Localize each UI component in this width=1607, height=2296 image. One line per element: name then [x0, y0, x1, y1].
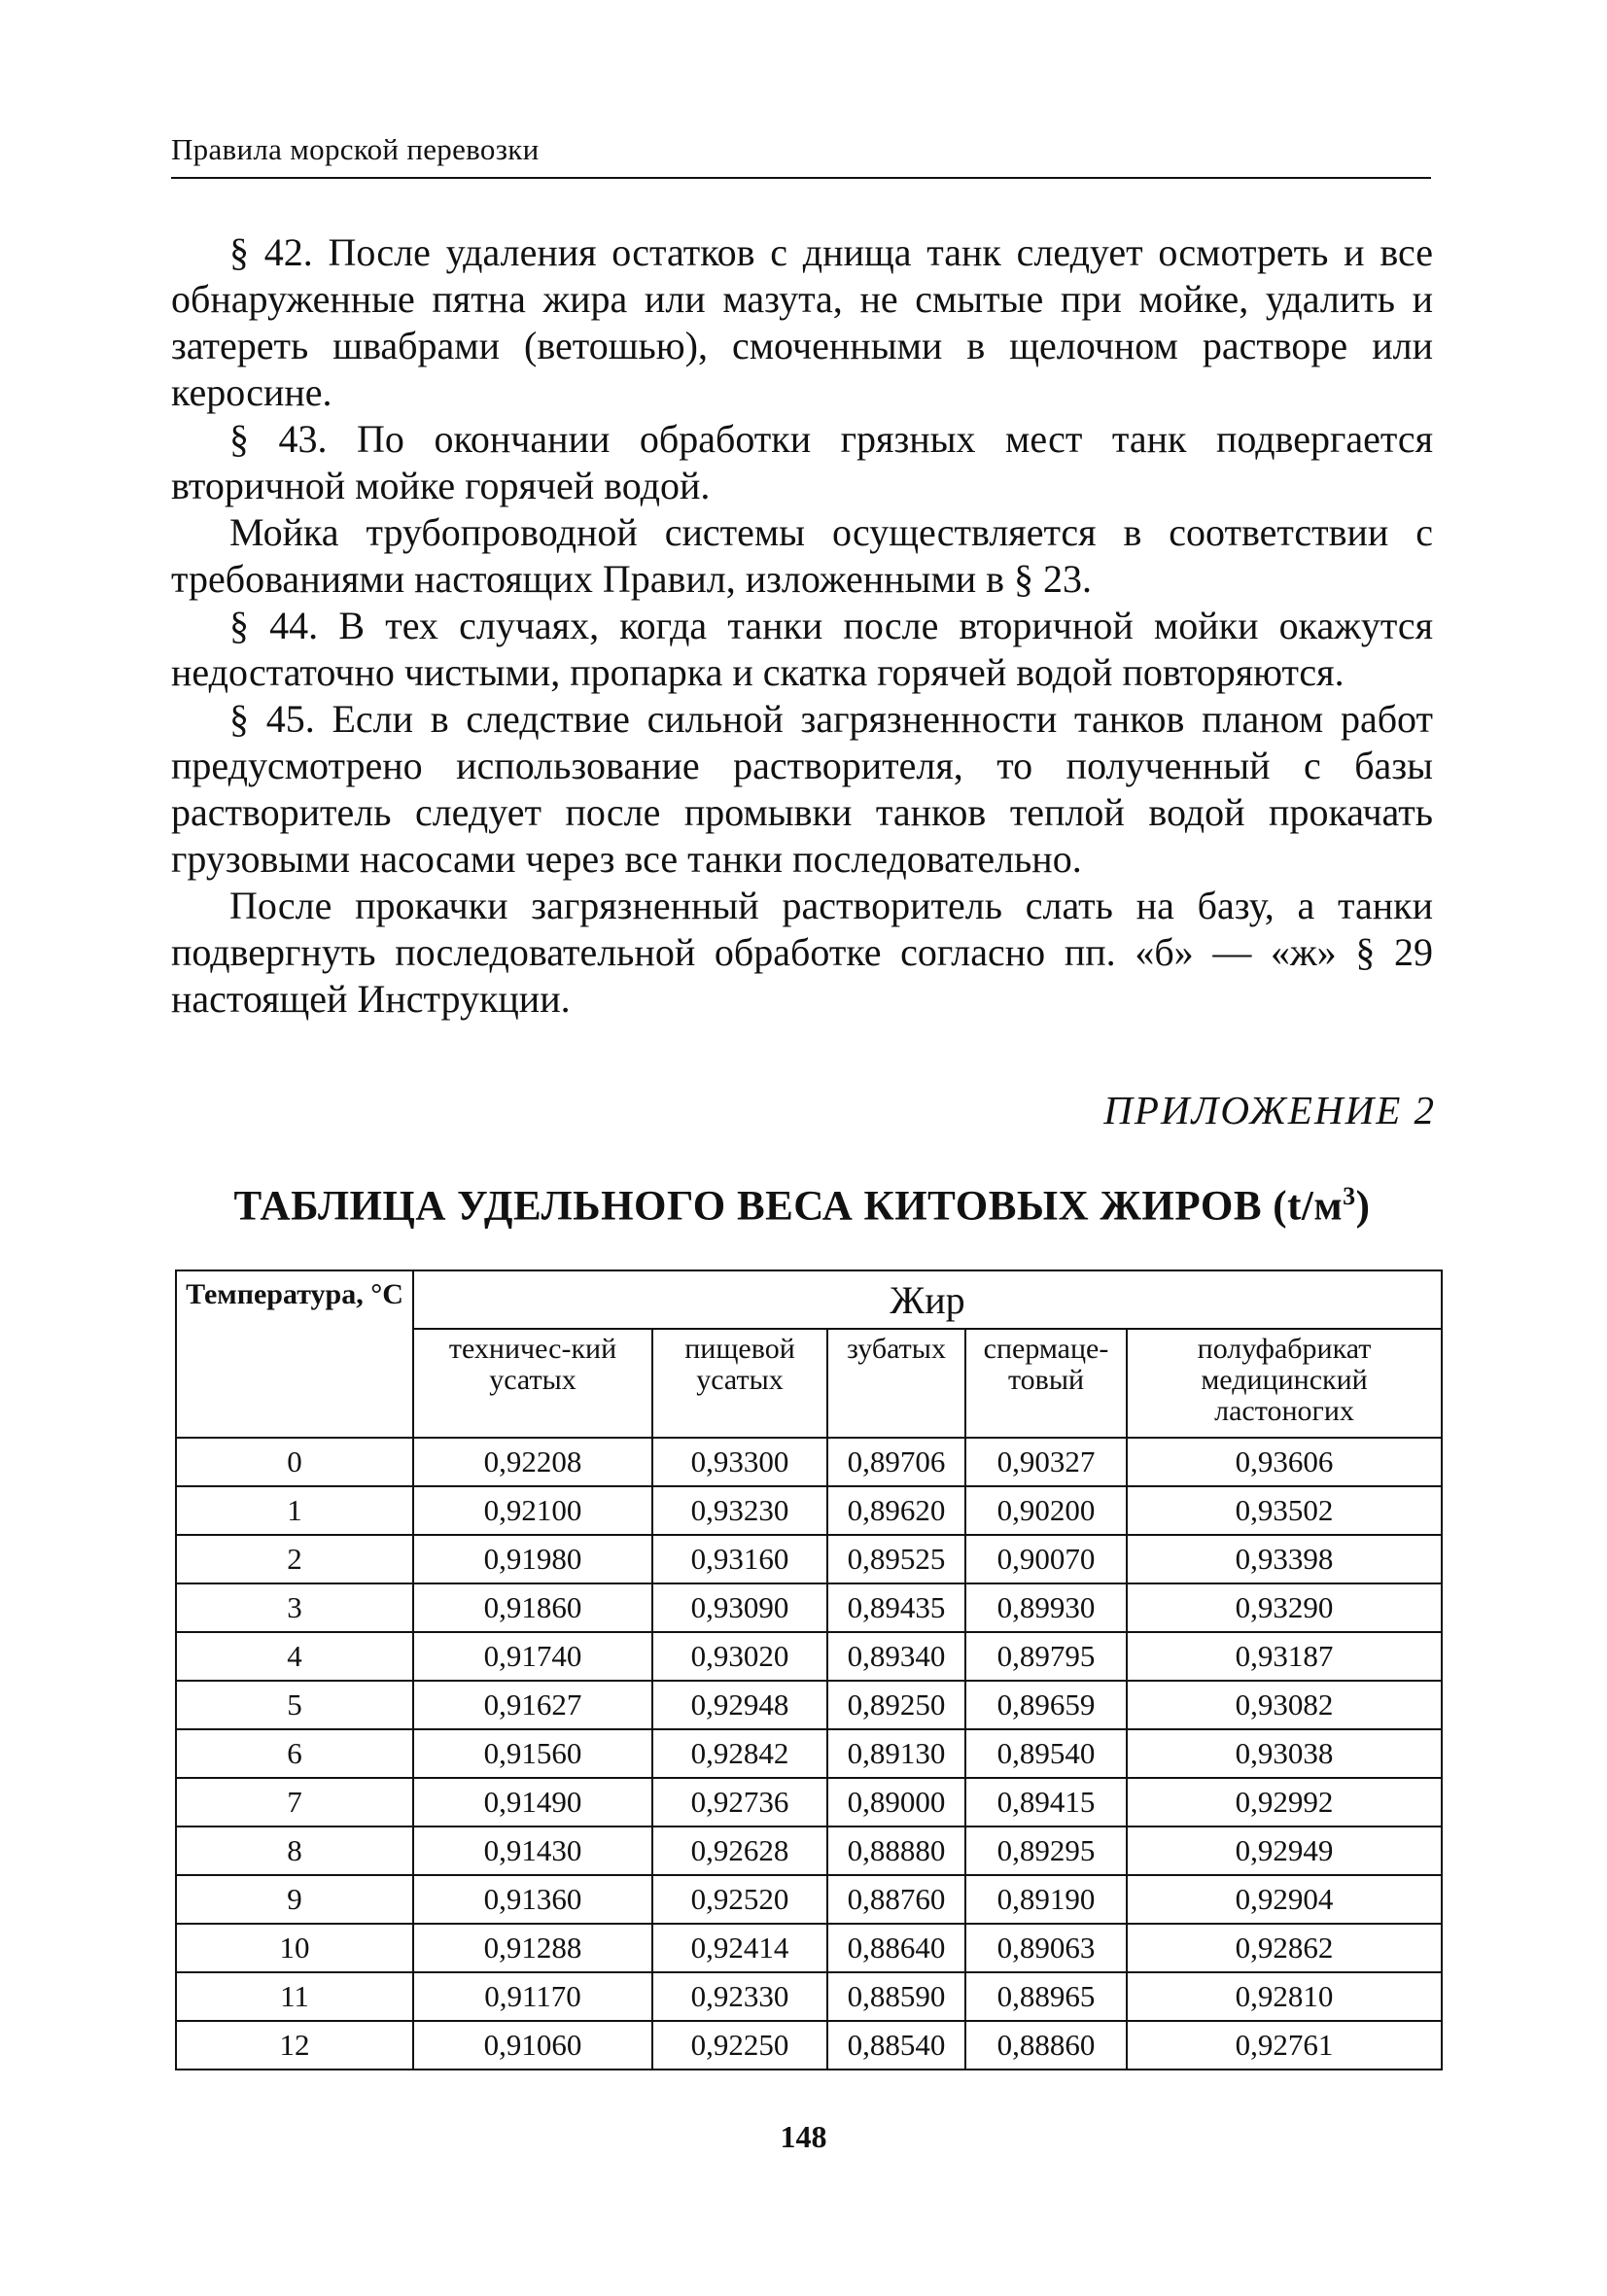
- density-cell: 0,92949: [1127, 1826, 1442, 1875]
- density-cell: 0,91060: [413, 2021, 652, 2070]
- density-cell: 0,92862: [1127, 1924, 1442, 1972]
- density-cell: 0,92992: [1127, 1778, 1442, 1826]
- table-header-row: [176, 1270, 1442, 1329]
- table-row: [176, 1438, 1442, 1486]
- density-cell: 0,92330: [652, 1972, 827, 2021]
- density-cell: 0,93082: [1127, 1681, 1442, 1729]
- density-cell: 0,89540: [965, 1729, 1127, 1778]
- table-row: [176, 1972, 1442, 2021]
- density-cell: 0,89706: [827, 1438, 965, 1486]
- density-cell: 0,93160: [652, 1535, 827, 1583]
- paragraph-42: § 42. После удаления остатков с днища танк следует осмотреть и все обнаруженные пятна жира или мазута, не смытые при мойке, удалить и затереть швабрами (ветошью), смоченными в щелочном растворе или керосине.: [171, 230, 1433, 414]
- density-cell: 0,93300: [652, 1438, 827, 1486]
- density-cell: 0,91170: [413, 1972, 652, 2021]
- density-cell: 0,93020: [652, 1632, 827, 1681]
- table-title: [171, 1182, 1433, 1230]
- density-cell: 0,91740: [413, 1632, 652, 1681]
- paragraph-45: § 45. Если в следствие сильной загрязненности танков планом работ предусмотрено использование растворителя, то полученный с базы растворитель следует после промывки танков теплой водой прокачать грузовыми насосами через все танки последовательно.: [171, 697, 1433, 881]
- density-cell: 0,91980: [413, 1535, 652, 1583]
- temperature-cell: 12: [176, 2021, 413, 2070]
- density-cell: 0,93398: [1127, 1535, 1442, 1583]
- density-cell: 0,92761: [1127, 2021, 1442, 2070]
- density-cell: 0,92250: [652, 2021, 827, 2070]
- density-cell: 0,92736: [652, 1778, 827, 1826]
- density-cell: 0,90327: [965, 1438, 1127, 1486]
- density-cell: 0,90200: [965, 1486, 1127, 1535]
- body-text: [171, 229, 1433, 1023]
- density-cell: 0,92520: [652, 1875, 827, 1924]
- density-cell: 0,89190: [965, 1875, 1127, 1924]
- whale-oil-density-table: [175, 1270, 1443, 2070]
- table-row: [176, 1681, 1442, 1729]
- table-row: [176, 1535, 1442, 1583]
- temperature-cell: 11: [176, 1972, 413, 2021]
- density-cell: 0,93606: [1127, 1438, 1442, 1486]
- density-cell: 0,92414: [652, 1924, 827, 1972]
- density-cell: 0,89063: [965, 1924, 1127, 1972]
- paragraph-44: § 44. В тех случаях, когда танки после вторичной мойки окажутся недостаточно чистыми, пропарка и скатка горячей водой повторяются.: [171, 604, 1433, 694]
- table-row: [176, 1778, 1442, 1826]
- column-header-technical-baleen: техничес-кий усатых: [413, 1329, 652, 1438]
- density-cell: 0,91430: [413, 1826, 652, 1875]
- density-cell: 0,93290: [1127, 1583, 1442, 1632]
- temperature-header: Температура, °С: [176, 1270, 413, 1438]
- table-row: [176, 1486, 1442, 1535]
- temperature-cell: 0: [176, 1438, 413, 1486]
- running-head: Правила морской перевозки: [171, 132, 540, 166]
- density-cell: 0,92810: [1127, 1972, 1442, 2021]
- density-cell: 0,91360: [413, 1875, 652, 1924]
- paragraph-solvent-pumping: После прокачки загрязненный растворитель слать на базу, а танки подвергнуть последовательной обработке согласно пп. «б» — «ж» § 29 настоящей Инструкции.: [171, 884, 1433, 1021]
- density-cell: 0,93090: [652, 1583, 827, 1632]
- table-row: [176, 1729, 1442, 1778]
- table-title-text: ТАБЛИЦА УДЕЛЬНОГО ВЕСА КИТОВЫХ ЖИРОВ (t/м: [233, 1183, 1344, 1230]
- density-cell: 0,93502: [1127, 1486, 1442, 1535]
- density-cell: 0,88640: [827, 1924, 965, 1972]
- density-cell: 0,89435: [827, 1583, 965, 1632]
- density-cell: 0,91860: [413, 1583, 652, 1632]
- table-row: [176, 1632, 1442, 1681]
- density-cell: 0,88860: [965, 2021, 1127, 2070]
- density-cell: 0,89295: [965, 1826, 1127, 1875]
- table-title-superscript: 3: [1343, 1182, 1356, 1210]
- table-row: [176, 1924, 1442, 1972]
- density-cell: 0,89415: [965, 1778, 1127, 1826]
- appendix-label: ПРИЛОЖЕНИЕ 2: [1103, 1088, 1436, 1132]
- paragraph-43: § 43. По окончании обработки грязных мест танк подвергается вторичной мойке горячей водой.: [171, 417, 1433, 507]
- density-cell: 0,93038: [1127, 1729, 1442, 1778]
- density-cell: 0,91490: [413, 1778, 652, 1826]
- density-cell: 0,93230: [652, 1486, 827, 1535]
- density-cell: 0,89130: [827, 1729, 965, 1778]
- table-row: [176, 2021, 1442, 2070]
- density-cell: 0,91560: [413, 1729, 652, 1778]
- density-cell: 0,90070: [965, 1535, 1127, 1583]
- temperature-cell: 1: [176, 1486, 413, 1535]
- density-cell: 0,88965: [965, 1972, 1127, 2021]
- density-cell: 0,88540: [827, 2021, 965, 2070]
- density-cell: 0,88760: [827, 1875, 965, 1924]
- density-cell: 0,89000: [827, 1778, 965, 1826]
- table-row: [176, 1826, 1442, 1875]
- density-cell: 0,92208: [413, 1438, 652, 1486]
- table-row: [176, 1875, 1442, 1924]
- density-cell: 0,89795: [965, 1632, 1127, 1681]
- temperature-cell: 8: [176, 1826, 413, 1875]
- temperature-cell: 10: [176, 1924, 413, 1972]
- temperature-cell: 9: [176, 1875, 413, 1924]
- density-cell: 0,89659: [965, 1681, 1127, 1729]
- density-cell: 0,89250: [827, 1681, 965, 1729]
- column-header-pinniped-medical: полуфабрикат медицинский ластоногих: [1127, 1329, 1442, 1438]
- table-row: [176, 1583, 1442, 1632]
- density-cell: 0,91627: [413, 1681, 652, 1729]
- temperature-cell: 5: [176, 1681, 413, 1729]
- temperature-cell: 7: [176, 1778, 413, 1826]
- density-cell: 0,92628: [652, 1826, 827, 1875]
- density-cell: 0,92904: [1127, 1875, 1442, 1924]
- paragraph-pipeline-washing: Мойка трубопроводной системы осуществляется в соответствии с требованиями настоящих Правил, изложенными в § 23.: [171, 510, 1433, 601]
- temperature-cell: 6: [176, 1729, 413, 1778]
- oil-group-header: Жир: [413, 1270, 1442, 1329]
- density-cell: 0,89930: [965, 1583, 1127, 1632]
- density-cell: 0,91288: [413, 1924, 652, 1972]
- density-cell: 0,93187: [1127, 1632, 1442, 1681]
- column-header-edible-baleen: пищевой усатых: [652, 1329, 827, 1438]
- temperature-cell: 4: [176, 1632, 413, 1681]
- table-title-close: ): [1355, 1183, 1371, 1230]
- table-body: [176, 1438, 1442, 2070]
- temperature-cell: 3: [176, 1583, 413, 1632]
- density-cell: 0,89620: [827, 1486, 965, 1535]
- column-header-spermaceti: спермаце-товый: [965, 1329, 1127, 1438]
- density-cell: 0,89340: [827, 1632, 965, 1681]
- column-header-toothed: зубатых: [827, 1329, 965, 1438]
- density-cell: 0,89525: [827, 1535, 965, 1583]
- page-number: 148: [780, 2119, 827, 2154]
- density-cell: 0,88590: [827, 1972, 965, 2021]
- density-cell: 0,92842: [652, 1729, 827, 1778]
- density-cell: 0,88880: [827, 1826, 965, 1875]
- temperature-cell: 2: [176, 1535, 413, 1583]
- density-cell: 0,92100: [413, 1486, 652, 1535]
- density-cell: 0,92948: [652, 1681, 827, 1729]
- header-rule: [171, 177, 1431, 179]
